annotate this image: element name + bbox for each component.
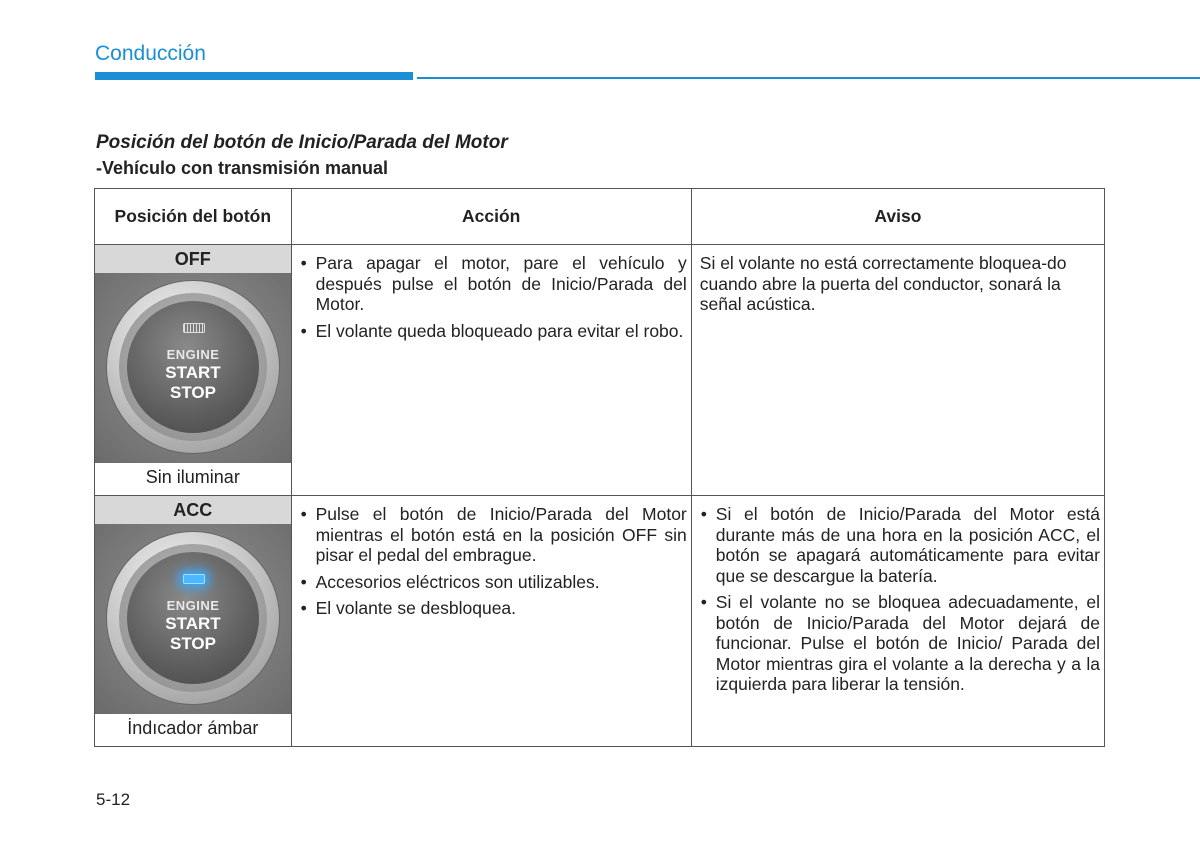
- list-item: • Si el volante no se bloquea adecuadamente, el botón de Inicio/Parada del Motor dejará de funcionar. Pulse el botón de Inicio/ Parada del Motor mientras gira el volante a la derecha y a la izquierda para liberar la tensión.: [716, 592, 1100, 695]
- action-list-off: [292, 245, 691, 341]
- engine-start-stop-button-icon: [127, 552, 259, 684]
- position-label-off: OFF: [95, 245, 291, 273]
- indicator-light-icon: [183, 323, 205, 333]
- position-cell-off: [95, 245, 292, 496]
- list-item: • Para apagar el motor, pare el vehículo y después pulse el botón de Inicio/Parada del Motor.: [316, 253, 687, 315]
- button-text-start: START: [165, 614, 221, 633]
- engine-button-ring: [119, 544, 267, 692]
- engine-button-ring: [119, 293, 267, 441]
- notice-cell-acc: [691, 496, 1104, 747]
- column-header-position: Posición del botón: [95, 189, 292, 245]
- page-number: 5-12: [96, 790, 131, 809]
- engine-button-image-acc: [95, 524, 291, 714]
- list-item: • El volante se desbloquea.: [316, 598, 687, 619]
- list-item: • El volante queda bloqueado para evitar el robo.: [316, 321, 687, 342]
- notice-list-acc: [692, 496, 1104, 695]
- list-item: • Accesorios eléctricos son utilizables.: [316, 572, 687, 593]
- button-text-engine: ENGINE: [166, 598, 220, 613]
- action-cell-acc: [291, 496, 691, 747]
- button-text-stop: STOP: [170, 634, 216, 653]
- position-caption-off: Sin iluminar: [145, 467, 240, 487]
- indicator-light-lit-icon: [183, 574, 205, 584]
- action-list-acc: [292, 496, 691, 619]
- table-row-acc: [95, 496, 1105, 747]
- column-header-action: Acción: [291, 189, 691, 245]
- page-subheading: -Vehículo con transmisión manual: [96, 158, 389, 178]
- position-label-acc: ACC: [95, 496, 291, 524]
- header-rule-thick: [95, 72, 413, 80]
- button-text-start: START: [165, 363, 221, 382]
- position-cell-acc: [95, 496, 292, 747]
- page-heading: Posición del botón de Inicio/Parada del Motor: [96, 132, 508, 153]
- table-row-off: [95, 245, 1105, 496]
- column-header-notice: Aviso: [691, 189, 1104, 245]
- section-title: Conducción: [95, 42, 206, 65]
- notice-cell-off: [691, 245, 1104, 496]
- engine-button-image-off: [95, 273, 291, 463]
- position-caption-acc: İndıcador ámbar: [127, 718, 259, 738]
- engine-button-bezel: [107, 281, 279, 453]
- engine-button-bezel: [107, 532, 279, 704]
- action-cell-off: [291, 245, 691, 496]
- engine-start-stop-button-icon: [127, 301, 259, 433]
- list-item: • Pulse el botón de Inicio/Parada del Motor mientras el botón está en la posición OFF sin pisar el pedal del embrague.: [316, 504, 687, 566]
- button-text-engine: ENGINE: [166, 347, 220, 362]
- table-header-row: [95, 189, 1105, 245]
- button-text-stop: STOP: [170, 383, 216, 402]
- button-position-table: [94, 188, 1105, 747]
- header-rule-thin: [417, 77, 1200, 79]
- notice-text-off: Si el volante no está correctamente bloquea-do cuando abre la puerta del conductor, sonará la señal acústica.: [699, 253, 1067, 314]
- list-item: • Si el botón de Inicio/Parada del Motor está durante más de una hora en la posición ACC, el botón se apagará automáticamente para evitar que se descargue la batería.: [716, 504, 1100, 586]
